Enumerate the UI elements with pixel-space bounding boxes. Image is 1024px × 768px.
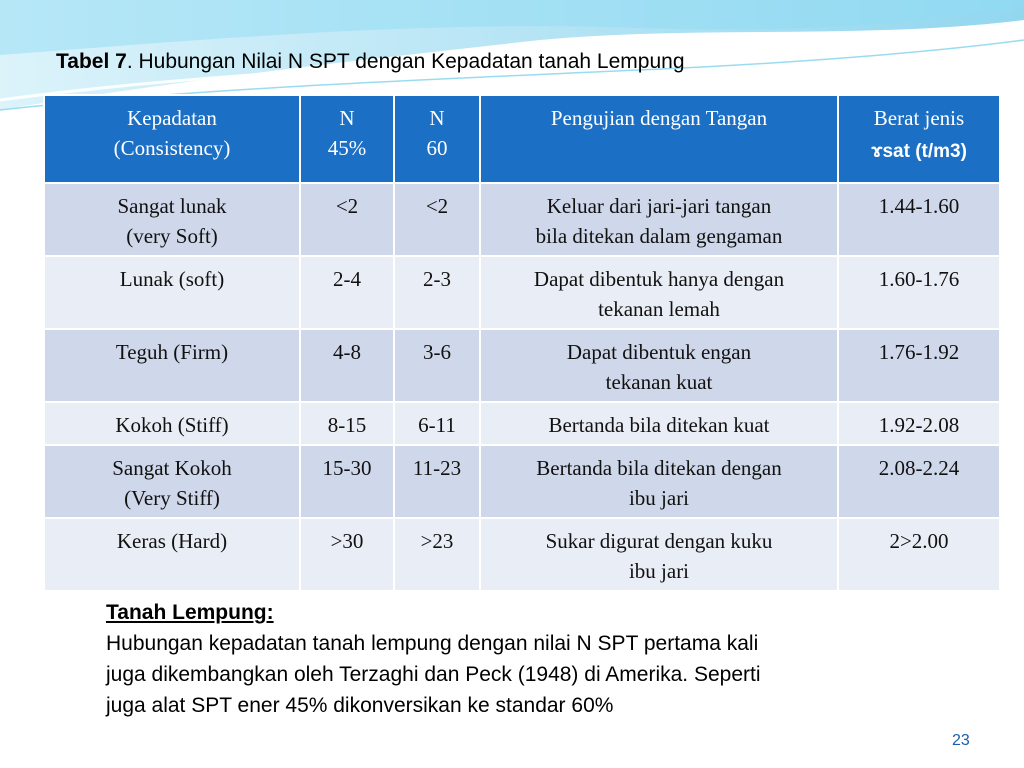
- header-hand-test: Pengujian dengan Tangan: [480, 95, 838, 183]
- cell-unit-weight: 1.92-2.08: [838, 402, 1000, 445]
- slide-title-text: . Hubungan Nilai N SPT dengan Kepadatan tanah Lempung: [126, 50, 685, 73]
- note-line: Hubungan kepadatan tanah lempung dengan nilai N SPT pertama kali: [106, 632, 759, 655]
- cell-consistency: Kokoh (Stiff): [44, 402, 300, 445]
- header-consistency: Kepadatan (Consistency): [44, 95, 300, 183]
- cell-hand-test: Sukar digurat dengan kuku ibu jari: [480, 518, 838, 591]
- note-line: juga alat SPT ener 45% dikonversikan ke standar 60%: [106, 694, 614, 717]
- cell-consistency: Sangat lunak (very Soft): [44, 183, 300, 256]
- cell-hand-test: Bertanda bila ditekan kuat: [480, 402, 838, 445]
- cell-unit-weight: 2.08-2.24: [838, 445, 1000, 518]
- header-unit-weight: Berat jenis ɤsat (t/m3): [838, 95, 1000, 183]
- cell-unit-weight: 1.44-1.60: [838, 183, 1000, 256]
- cell-n60: 6-11: [394, 402, 480, 445]
- table-row: [44, 402, 1000, 445]
- note-line: juga dikembangkan oleh Terzaghi dan Peck (1948) di Amerika. Seperti: [106, 663, 761, 686]
- cell-unit-weight: 1.76-1.92: [838, 329, 1000, 402]
- cell-consistency: Keras (Hard): [44, 518, 300, 591]
- cell-hand-test: Dapat dibentuk engan tekanan kuat: [480, 329, 838, 402]
- cell-n60: 11-23: [394, 445, 480, 518]
- consistency-table: [43, 94, 1001, 592]
- table-row: [44, 445, 1000, 518]
- slide-title: [56, 50, 685, 74]
- slide-title-lead: Tabel 7: [56, 50, 127, 73]
- cell-hand-test: Bertanda bila ditekan dengan ibu jari: [480, 445, 838, 518]
- page-number: 23: [952, 732, 970, 749]
- cell-n60: <2: [394, 183, 480, 256]
- header-n60: N 60: [394, 95, 480, 183]
- cell-n60: >23: [394, 518, 480, 591]
- table-row: [44, 518, 1000, 591]
- table-row: [44, 329, 1000, 402]
- table-header-row: [44, 95, 1000, 183]
- cell-consistency: Sangat Kokoh (Very Stiff): [44, 445, 300, 518]
- table-row: [44, 256, 1000, 329]
- cell-n45: >30: [300, 518, 394, 591]
- cell-n45: 15-30: [300, 445, 394, 518]
- note-block: [106, 597, 936, 721]
- table-row: [44, 183, 1000, 256]
- cell-consistency: Lunak (soft): [44, 256, 300, 329]
- cell-n45: 8-15: [300, 402, 394, 445]
- header-n45: N 45%: [300, 95, 394, 183]
- cell-n60: 3-6: [394, 329, 480, 402]
- cell-n45: <2: [300, 183, 394, 256]
- cell-unit-weight: 2>2.00: [838, 518, 1000, 591]
- cell-hand-test: Dapat dibentuk hanya dengan tekanan lemah: [480, 256, 838, 329]
- cell-unit-weight: 1.60-1.76: [838, 256, 1000, 329]
- cell-hand-test: Keluar dari jari-jari tangan bila ditekan dalam gengaman: [480, 183, 838, 256]
- cell-n45: 2-4: [300, 256, 394, 329]
- cell-n60: 2-3: [394, 256, 480, 329]
- cell-n45: 4-8: [300, 329, 394, 402]
- note-heading: Tanah Lempung:: [106, 601, 274, 624]
- cell-consistency: Teguh (Firm): [44, 329, 300, 402]
